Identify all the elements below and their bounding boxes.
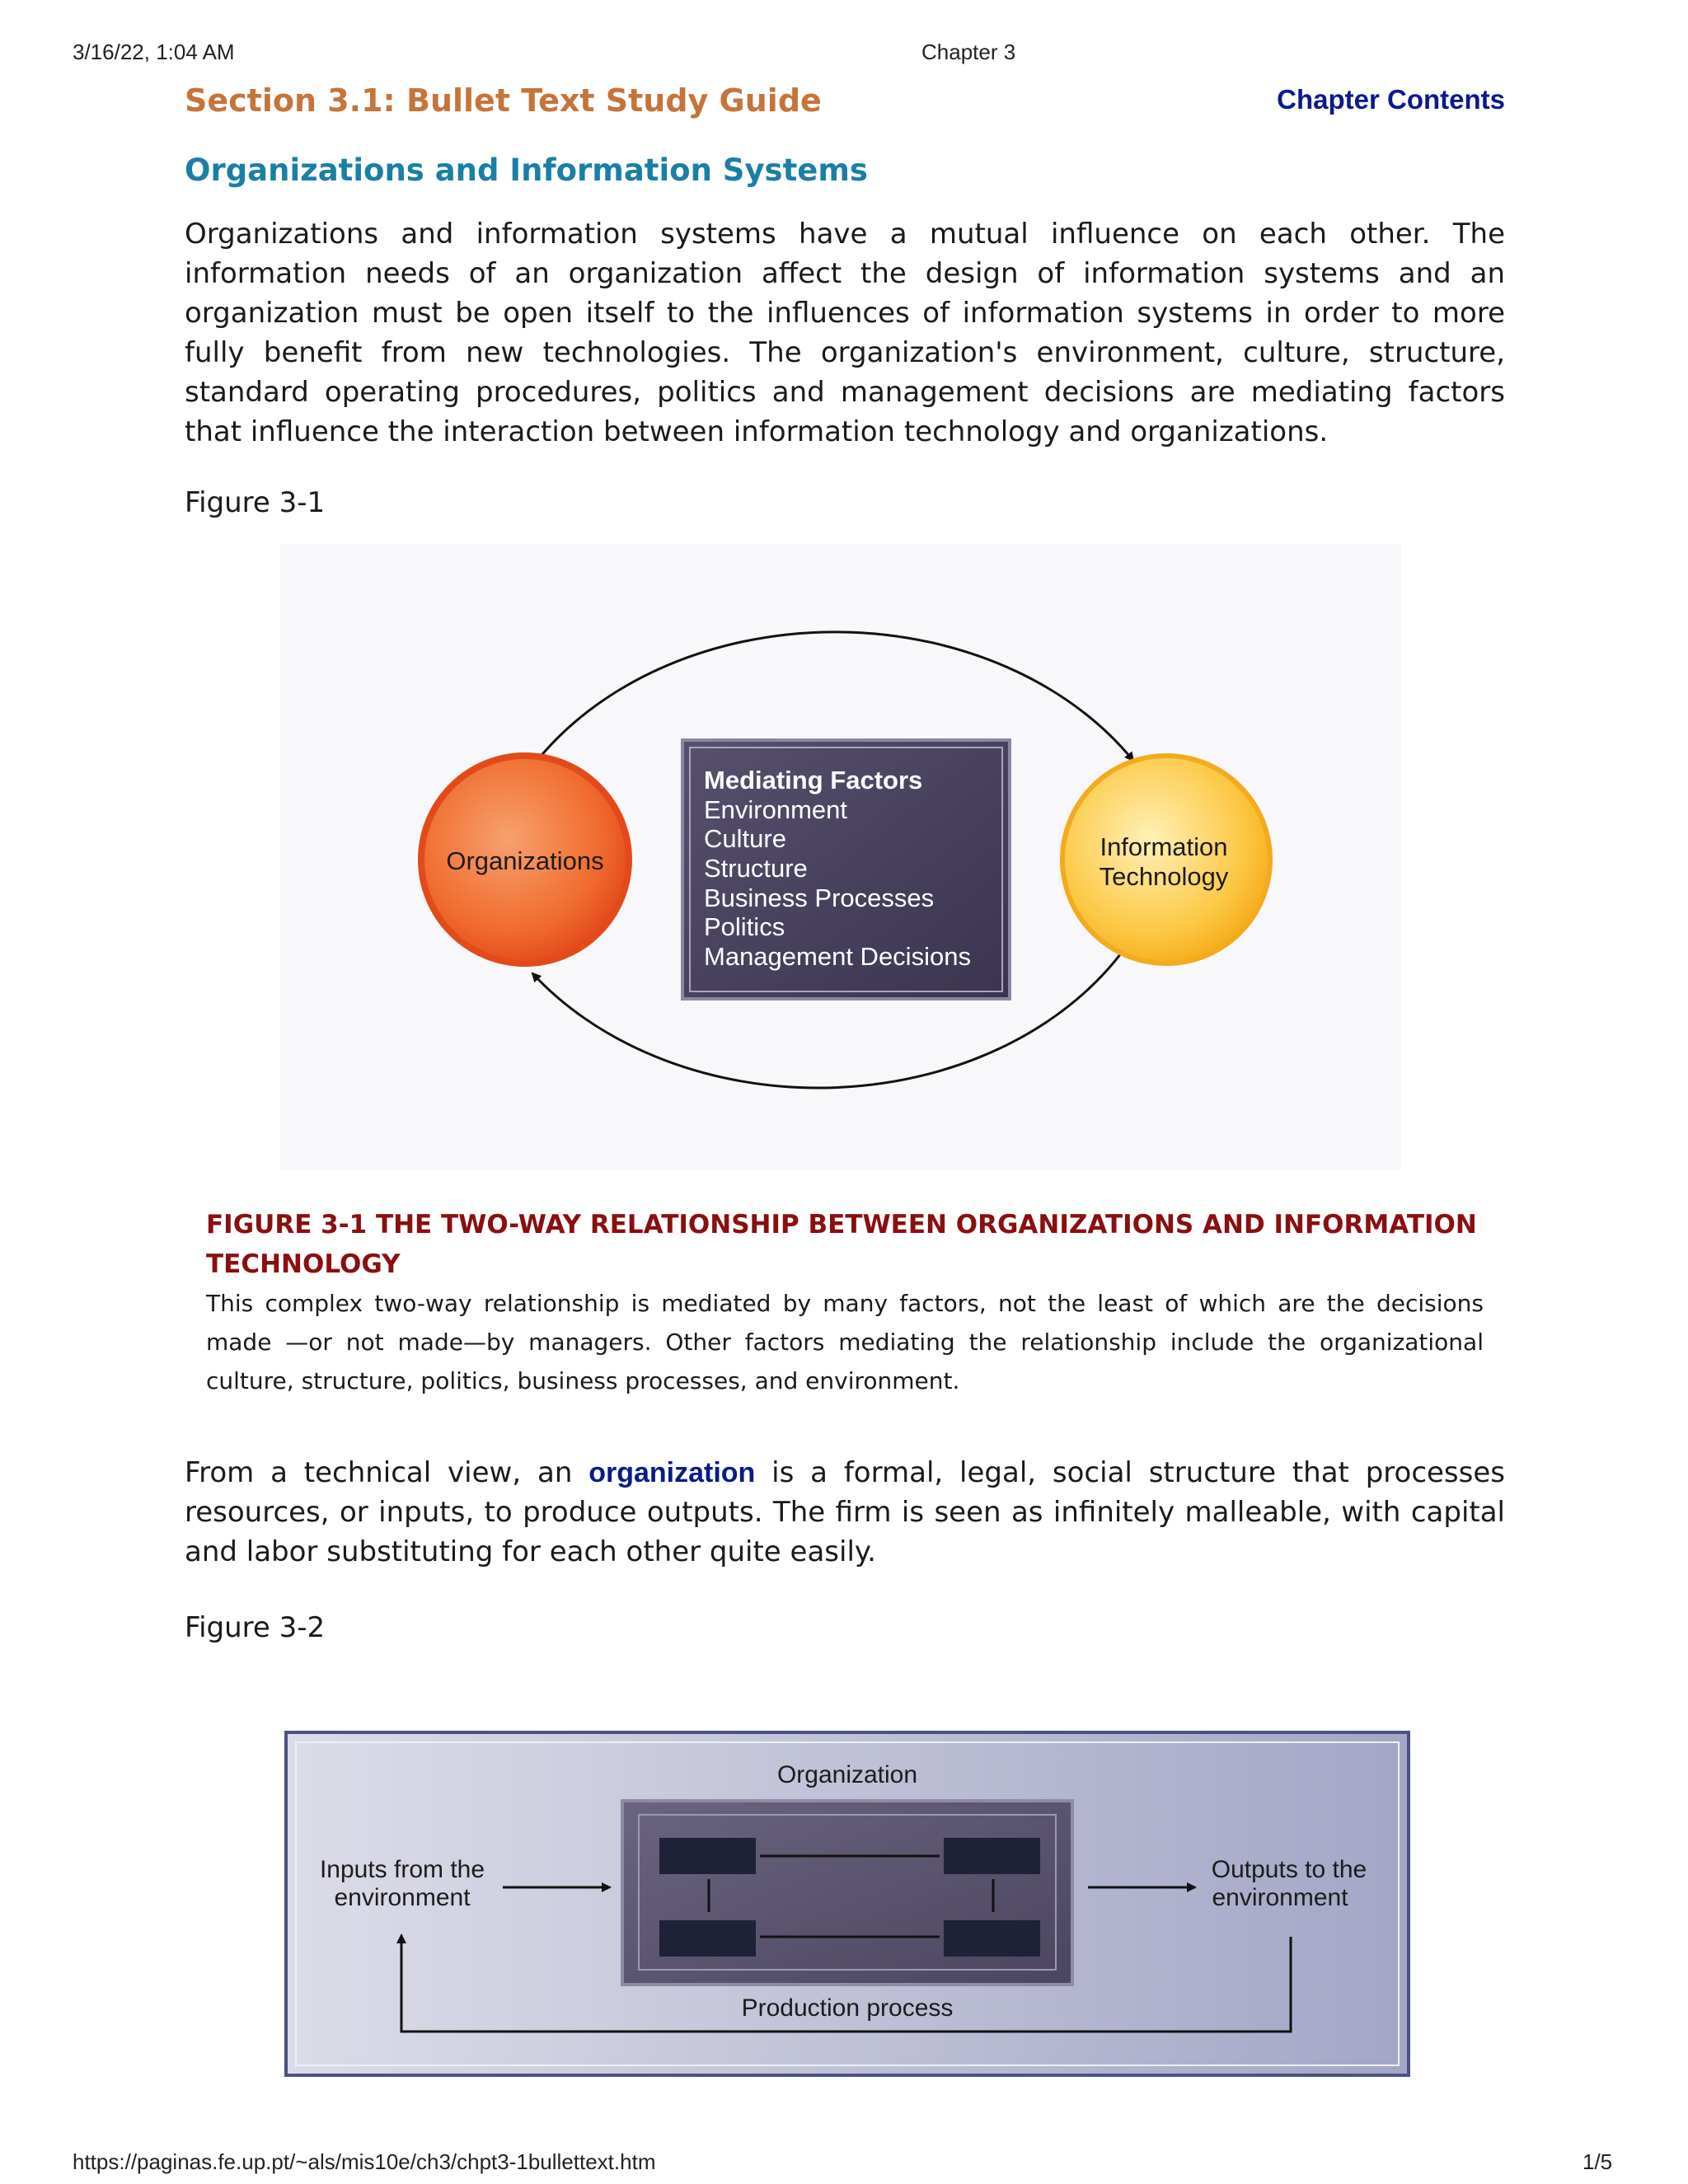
inputs-label-line2: environment bbox=[334, 1884, 471, 1911]
process-block-bottom-right bbox=[944, 1920, 1040, 1957]
organizations-label: Organizations bbox=[446, 846, 604, 875]
outputs-label-line2: environment bbox=[1212, 1884, 1348, 1911]
figure-1-caption bbox=[206, 1205, 1484, 1400]
subheading: Organizations and Information Systems bbox=[185, 152, 868, 188]
production-inner-box bbox=[622, 1801, 1072, 1985]
figure-1-caption-text: This complex two-way relationship is mediated by many factors, not the least of which are the decisions made —or not made—by managers. Other factors mediating the relationship include the organizational culture, structure, politics, business processes, and environment. bbox=[206, 1290, 1484, 1394]
figure-2-diagram bbox=[284, 1731, 1410, 2077]
intro-paragraph: Organizations and information systems have a mutual influence on each other. The information needs of an organization affect the design of information systems and an organization must be open itself to the influences of information systems in order to more fully benefit from new technologies. The organization's environment, culture, structure, standard operating procedures, politics and management decisions are mediating factors that influence the interaction between information technology and organizations. bbox=[185, 218, 1505, 448]
organization-label: Organization bbox=[776, 1761, 918, 1788]
p2-text-after: is a formal, legal, social structure that processes resources, or inputs, to produce outputs. The firm is seen as infinitely malleable, with capital and labor substituting for each other quite easily. bbox=[185, 1456, 1505, 1568]
figure-1-label: Figure 3-1 bbox=[185, 486, 326, 519]
mediating-item-culture: Culture bbox=[704, 824, 786, 853]
technical-view-paragraph bbox=[185, 1453, 1505, 1572]
process-block-bottom-left bbox=[659, 1920, 756, 1957]
mediating-item-structure: Structure bbox=[704, 854, 808, 883]
mediating-item-management-decisions: Management Decisions bbox=[704, 942, 971, 971]
chapter-contents-link[interactable]: Chapter Contents bbox=[1277, 84, 1505, 115]
mediating-item-environment: Environment bbox=[704, 795, 848, 824]
print-date: 3/16/22, 1:04 AM bbox=[73, 40, 235, 64]
inputs-label-line1: Inputs from the bbox=[319, 1856, 485, 1883]
production-process-label: Production process bbox=[741, 1994, 954, 2022]
section-title: Section 3.1: Bullet Text Study Guide bbox=[185, 82, 822, 119]
print-url: https://paginas.fe.up.pt/~als/mis10e/ch3/chpt3-1bullettext.htm bbox=[73, 2149, 656, 2174]
process-block-top-right bbox=[944, 1838, 1040, 1874]
it-label-line2: Technology bbox=[1099, 862, 1229, 891]
organization-term-link[interactable]: organization bbox=[588, 1457, 756, 1488]
figure-1-caption-title: FIGURE 3-1 THE TWO-WAY RELATIONSHIP BETWEEN ORGANIZATIONS AND INFORMATION TECHNOLOGY bbox=[206, 1210, 1477, 1279]
print-page-number: 1/5 bbox=[1582, 2149, 1613, 2174]
process-block-top-left bbox=[659, 1838, 756, 1874]
print-page-title: Chapter 3 bbox=[921, 40, 1016, 64]
mediating-item-politics: Politics bbox=[704, 912, 785, 941]
mediating-factors-title: Mediating Factors bbox=[704, 766, 923, 794]
mediating-item-business-processes: Business Processes bbox=[704, 883, 935, 912]
figure-2-label: Figure 3-2 bbox=[185, 1611, 326, 1644]
outputs-label-line1: Outputs to the bbox=[1211, 1856, 1367, 1883]
p2-text-before: From a technical view, an bbox=[185, 1456, 589, 1489]
it-label-line1: Information bbox=[1100, 832, 1228, 861]
figure-1-diagram bbox=[280, 544, 1401, 1170]
